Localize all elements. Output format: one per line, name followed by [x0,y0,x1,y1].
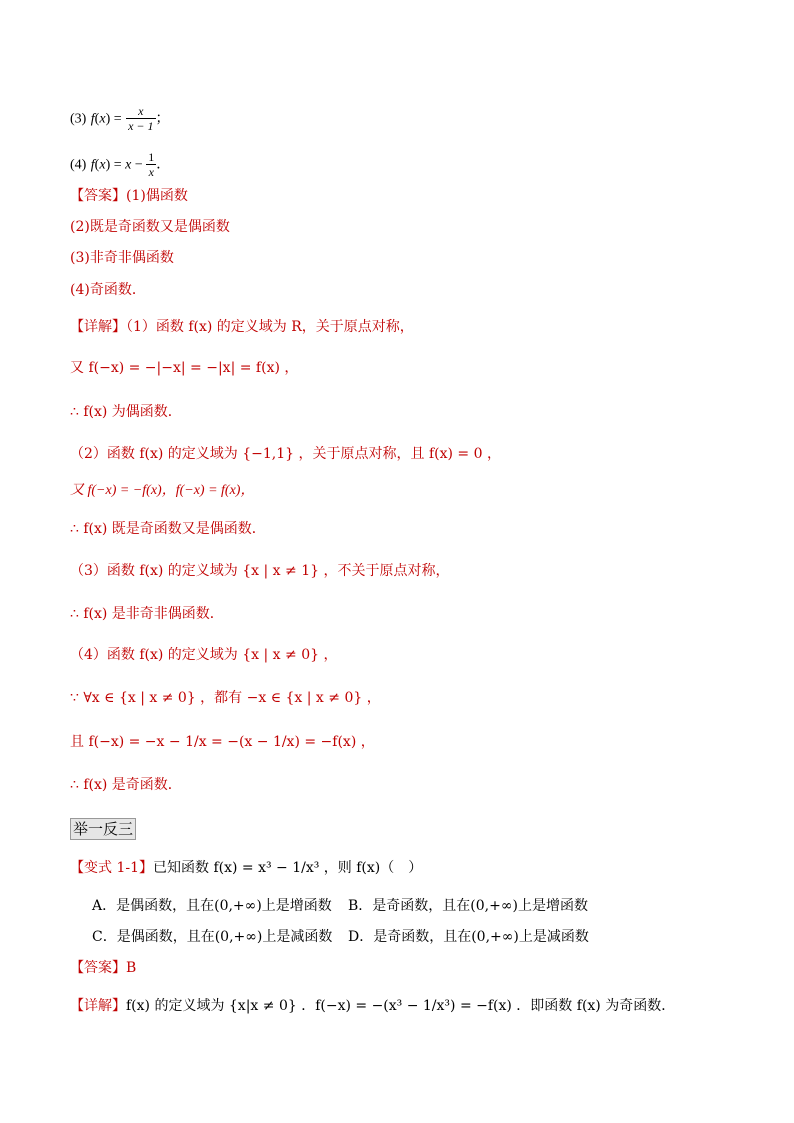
variant-text: 已知函数 f(x) = x³ − 1/x³ ，则 f(x)（ ） [153,860,423,876]
detail-tag: 【详解】 [70,319,126,335]
variant-detail [70,996,675,1016]
detail-2b: 又 f(−x) = −f(x)，f(−x) = f(x)， [70,483,255,498]
answer-4: (4)奇函数． [70,282,146,298]
section-label: 举一反三 [70,818,136,840]
variant-detail-tag: 【详解】 [70,998,126,1014]
answer-2: (2)既是奇函数又是偶函数 [70,219,230,235]
detail-2a: （2）函数 f(x) 的定义域为 {−1,1} ，关于原点对称，且 f(x) = 0 ， [70,446,501,462]
variant-answer-tag: 【答案】 [70,960,126,976]
detail-3a: （3）函数 f(x) 的定义域为 {x | x ≠ 1} ，不关于原点对称， [70,563,450,579]
option-d: D．是奇函数，且在(0,+∞)上是减函数 [348,929,589,945]
variant-answer [70,958,136,978]
answer-line-1 [70,186,188,206]
answer-tag: 【答案】 [70,188,126,204]
detail-4a: （4）函数 f(x) 的定义域为 {x | x ≠ 0} ， [70,647,338,663]
question-3: (3) f(x) = $\frac{x}{x - 1}$ ； [70,104,170,133]
detail-2c: ∴ f(x) 既是奇函数又是偶函数． [70,521,266,537]
detail-1c: ∴ f(x) 为偶函数． [70,404,182,420]
detail-1a: 【详解】（1）函数 f(x) 的定义域为 R，关于原点对称， [70,319,414,335]
option-a: A．是偶函数，且在(0,+∞)上是增函数 [92,898,332,914]
option-b: B．是奇函数，且在(0,+∞)上是增函数 [348,898,588,914]
variant-tag: 【变式 1-1】 [70,860,153,876]
answer-1: (1)偶函数 [126,188,188,204]
answer-3: (3)非奇非偶函数 [70,250,174,266]
detail-1b: 又 f(−x) = −|−x| = −|x| = f(x) ， [70,360,299,376]
variant-answer-value: B [126,960,137,976]
detail-3b: ∴ f(x) 是非奇非偶函数． [70,606,224,622]
detail-4b: ∵ ∀x ∈ {x | x ≠ 0} ，都有 −x ∈ {x | x ≠ 0} ， [70,690,381,706]
detail-4c: 且 f(−x) = −x − 1/x = −(x − 1/x) = −f(x) ， [70,734,375,750]
option-c: C．是偶函数，且在(0,+∞)上是减函数 [92,929,333,945]
variant-question [70,858,422,878]
question-4: (4) f(x) = x − $\frac{1}{x}$ ． [70,150,171,179]
variant-detail-text: f(x) 的定义域为 {x|x ≠ 0} ．f(−x) = −(x³ − 1/x³) = −f(x) ．即函数 f(x) 为奇函数． [126,998,676,1014]
detail-4d: ∴ f(x) 是奇函数． [70,777,182,793]
